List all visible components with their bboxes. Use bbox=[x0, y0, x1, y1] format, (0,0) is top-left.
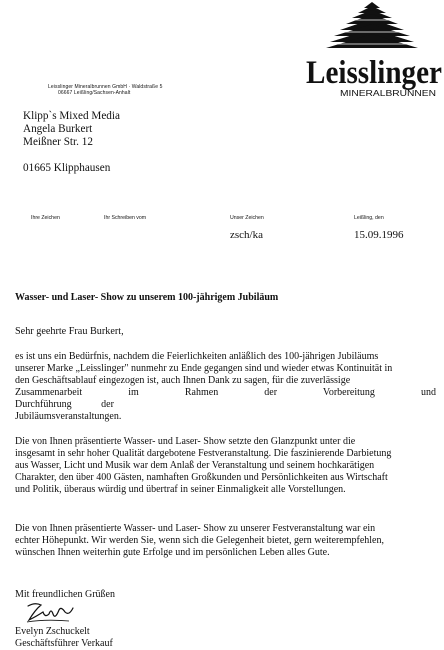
letter-closing: Mit freundlichen Grüßen bbox=[15, 589, 115, 600]
leisslinger-logo bbox=[300, 0, 444, 110]
letter-salutation: Sehr geehrte Frau Burkert, bbox=[15, 326, 124, 337]
handwritten-signature bbox=[25, 600, 77, 626]
paragraph-line: Die von Ihnen präsentierte Wasser- und Laser- Show zu unserer Festveranstaltung war ein bbox=[15, 523, 376, 534]
paragraph-line: Jubiläumsveranstaltungen. bbox=[15, 411, 122, 423]
sender-line-1: Leisslinger Mineralbrunnen GmbH · Waldstraße 5 bbox=[48, 84, 163, 90]
paragraph-line: aus Wasser, Licht und Musik war dem Anlaß der Veranstaltung und seinem hochkarätigen bbox=[15, 460, 375, 472]
paragraph-line: echter Höhepunkt. Wir werden Sie, wenn sich die Gelegenheit bietet, gern weiterempfehlen, bbox=[15, 535, 384, 547]
recipient-city: 01665 Klipphausen bbox=[23, 162, 111, 174]
sender-line-2: 06667 Leißling/Sachsen-Anhalt bbox=[58, 90, 131, 96]
paragraph-3 bbox=[15, 523, 436, 559]
recipient-company: Klipp`s Mixed Media bbox=[23, 110, 120, 122]
logo-graphic bbox=[300, 0, 444, 110]
signer-block bbox=[15, 626, 113, 650]
recipient-street: Meißner Str. 12 bbox=[23, 136, 93, 148]
signer-title: Geschäftsführer Verkauf bbox=[15, 638, 113, 649]
paragraph-2 bbox=[15, 436, 436, 496]
label-unser-zeichen: Unser Zeichen bbox=[230, 215, 264, 221]
sender-address bbox=[48, 84, 228, 96]
paragraph-1 bbox=[15, 351, 436, 424]
paragraph-line: Die von Ihnen präsentierte Wasser- und Laser- Show setzte den Glanzpunkt unter die bbox=[15, 436, 356, 447]
letter-subject: Wasser- und Laser- Show zu unserem 100-jährigem Jubiläum bbox=[15, 292, 279, 303]
paragraph-line: Charakter, den über 400 Gästen, namhaften Großkunden und Persönlichkeiten aus Wirtschaft bbox=[15, 472, 388, 484]
paragraph-line: es ist uns ein Bedürfnis, nachdem die Feierlichkeiten anläßlich des 100-jährigen Jubiläums bbox=[15, 351, 379, 362]
paragraph-line: wünschen Ihnen weiterhin gute Erfolge und im persönlichen Leben alles Gute. bbox=[15, 547, 330, 559]
label-ihr-schreiben: Ihr Schreiben vom bbox=[104, 215, 147, 221]
paragraph-line: unserer Marke „Leisslinger" nunmehr zu Ende gegangen sind und wieder etwas Kontinuität in bbox=[15, 363, 393, 375]
paragraph-line: und Politik, überaus würdig und übertraf in seiner Einmaligkeit alle Vorstellungen. bbox=[15, 484, 346, 496]
recipient-name: Angela Burkert bbox=[23, 123, 93, 135]
signer-name: Evelyn Zschuckelt bbox=[15, 626, 90, 637]
paragraph-line: Zusammenarbeit im Rahmen der Vorbereitung und Durchführung der bbox=[15, 387, 436, 411]
label-ihre-zeichen: Ihre Zeichen bbox=[31, 215, 60, 221]
logo-wordmark: Leisslinger bbox=[306, 55, 442, 91]
recipient-address bbox=[23, 110, 120, 175]
label-ort-datum: Leißling, den bbox=[354, 215, 384, 221]
paragraph-line: den Geschäftsablauf eingezogen ist, auch Ihnen Dank zu sagen, für die zuverlässige bbox=[15, 375, 351, 387]
unser-zeichen-value: zsch/ka bbox=[230, 229, 263, 241]
logo-subline: MINERALBRUNNEN bbox=[340, 88, 436, 98]
paragraph-line: insgesamt in sehr hoher Qualität dargebotene Festveranstaltung. Die faszinierende Darbietung bbox=[15, 448, 392, 460]
date-value: 15.09.1996 bbox=[354, 229, 404, 241]
